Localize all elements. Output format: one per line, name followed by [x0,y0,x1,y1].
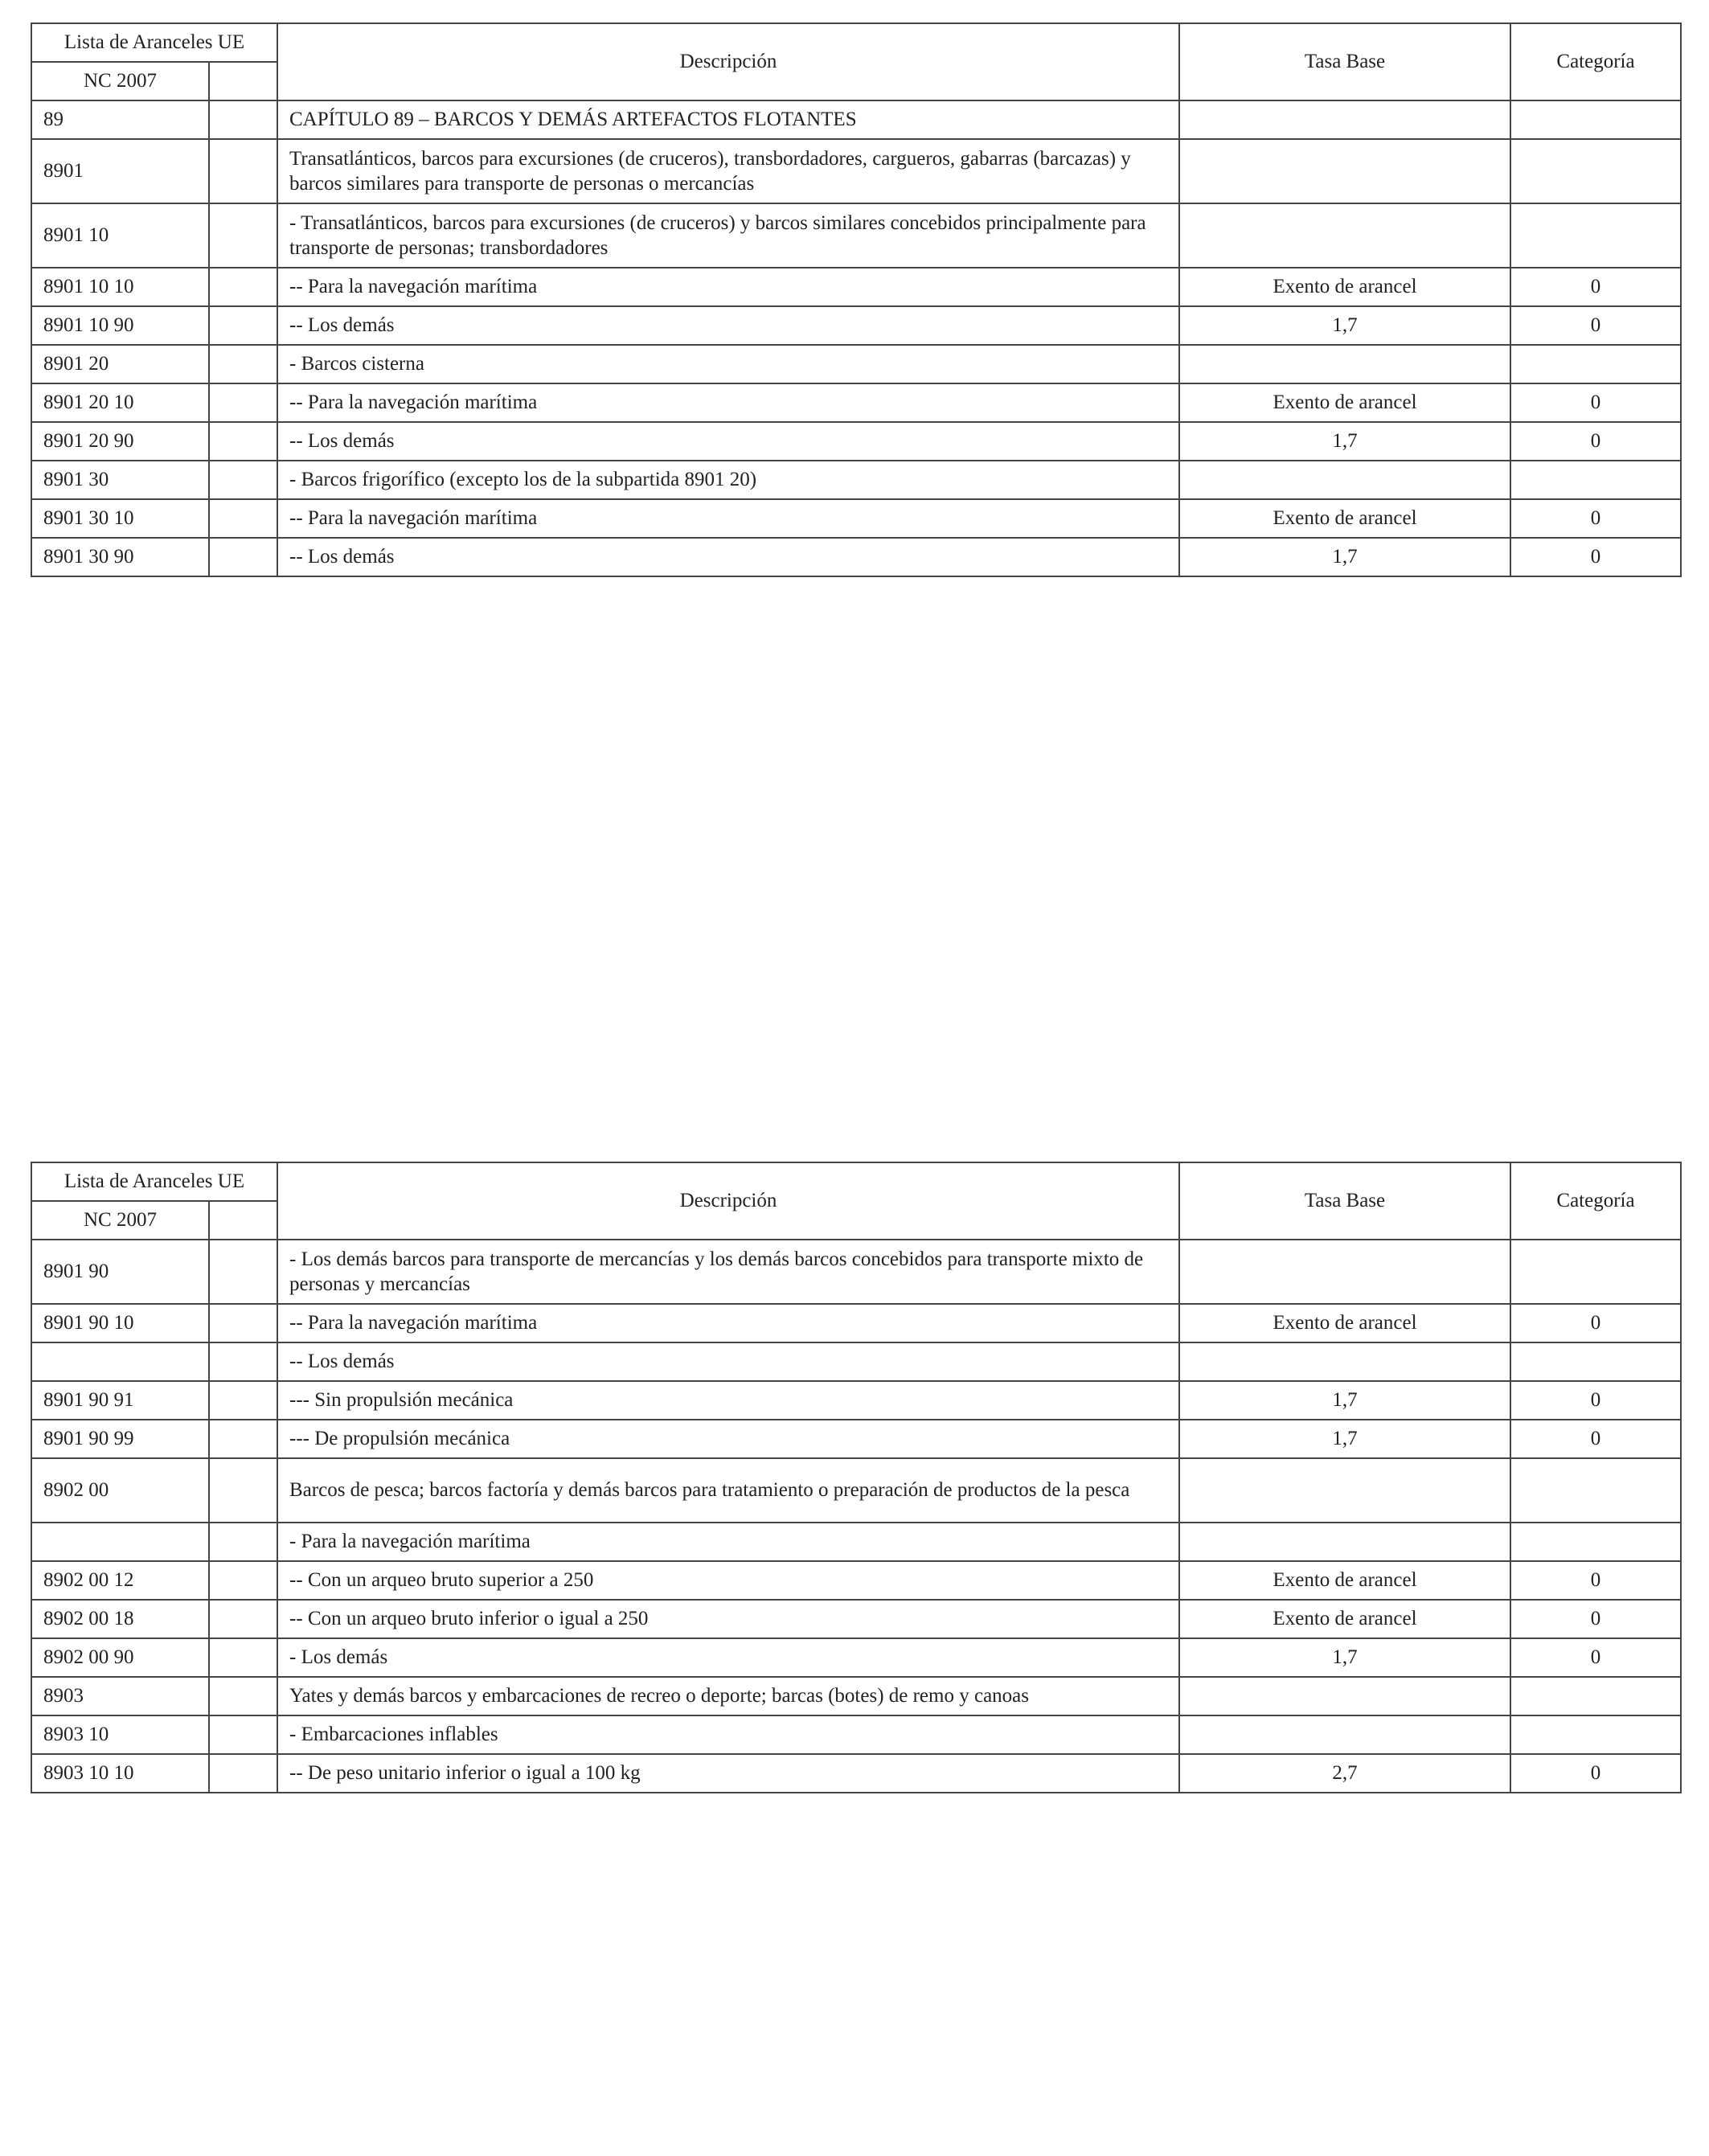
table-row [31,538,1681,576]
blank-cell [209,538,277,576]
tasa-base: Exento de arancel [1179,499,1510,538]
header-categoria: Categoría [1510,23,1681,100]
table-row [31,499,1681,538]
header-nc: NC 2007 [31,62,209,100]
tasa-base [1179,1715,1510,1754]
blank-cell [209,1638,277,1677]
blank-cell [209,1420,277,1458]
description: Barcos de pesca; barcos factoría y demás barcos para tratamiento o preparación de productos de la pesca [277,1458,1179,1523]
table-row [31,1342,1681,1381]
nc-code: 89 [31,100,209,139]
table-row [31,1381,1681,1420]
description: - Para la navegación marítima [277,1523,1179,1561]
tasa-base: 1,7 [1179,1381,1510,1420]
tasa-base [1179,1240,1510,1304]
blank-cell [209,345,277,383]
nc-code: 8903 10 10 [31,1754,209,1793]
table-row [31,1677,1681,1715]
blank-cell [209,1677,277,1715]
table-row [31,1561,1681,1600]
nc-code: 8901 20 90 [31,422,209,461]
tasa-base: Exento de arancel [1179,1304,1510,1342]
categoria: 0 [1510,1381,1681,1420]
categoria [1510,1677,1681,1715]
nc-code: 8901 10 10 [31,268,209,306]
description: CAPÍTULO 89 – BARCOS Y DEMÁS ARTEFACTOS FLOTANTES [277,100,1179,139]
nc-code: 8901 20 10 [31,383,209,422]
tasa-base: 1,7 [1179,422,1510,461]
nc-code: 8901 [31,139,209,203]
blank-cell [209,422,277,461]
description: -- Para la navegación marítima [277,1304,1179,1342]
nc-code: 8901 90 [31,1240,209,1304]
tasa-base [1179,1523,1510,1561]
description: -- De peso unitario inferior o igual a 100 kg [277,1754,1179,1793]
nc-code: 8901 90 10 [31,1304,209,1342]
table-row [31,1458,1681,1523]
categoria [1510,1240,1681,1304]
categoria: 0 [1510,268,1681,306]
description: - Embarcaciones inflables [277,1715,1179,1754]
nc-code: 8902 00 18 [31,1600,209,1638]
header-lista: Lista de Aranceles UE [31,23,277,62]
nc-code: 8902 00 [31,1458,209,1523]
header-tasa-base: Tasa Base [1179,23,1510,100]
blank-cell [209,499,277,538]
blank-cell [209,1715,277,1754]
tasa-base [1179,345,1510,383]
table-row [31,203,1681,268]
blank-cell [209,1342,277,1381]
categoria [1510,1523,1681,1561]
tasa-base [1179,203,1510,268]
nc-code: 8901 30 90 [31,538,209,576]
categoria: 0 [1510,1638,1681,1677]
categoria [1510,1715,1681,1754]
table-row [31,1420,1681,1458]
tariff-table-2 [31,1162,1682,1793]
blank-cell [209,1458,277,1523]
categoria [1510,1458,1681,1523]
nc-code: 8901 10 [31,203,209,268]
description: -- Los demás [277,1342,1179,1381]
tasa-base: Exento de arancel [1179,1561,1510,1600]
header-categoria: Categoría [1510,1162,1681,1240]
table-row [31,306,1681,345]
nc-code: 8903 10 [31,1715,209,1754]
header-descripcion: Descripción [277,23,1179,100]
categoria: 0 [1510,1600,1681,1638]
description: -- Los demás [277,306,1179,345]
tasa-base [1179,100,1510,139]
categoria: 0 [1510,538,1681,576]
header-descripcion: Descripción [277,1162,1179,1240]
nc-code: 8902 00 90 [31,1638,209,1677]
table-row [31,268,1681,306]
header-blank-cell [209,62,277,100]
table-row [31,1600,1681,1638]
description: -- Con un arqueo bruto superior a 250 [277,1561,1179,1600]
categoria: 0 [1510,1561,1681,1600]
tasa-base [1179,1677,1510,1715]
table-row [31,1240,1681,1304]
description: - Los demás [277,1638,1179,1677]
categoria [1510,139,1681,203]
header-lista: Lista de Aranceles UE [31,1162,277,1201]
categoria [1510,1342,1681,1381]
blank-cell [209,1561,277,1600]
header-blank-cell [209,1201,277,1240]
nc-code: 8901 90 99 [31,1420,209,1458]
categoria: 0 [1510,1420,1681,1458]
tasa-base: 1,7 [1179,306,1510,345]
blank-cell [209,268,277,306]
blank-cell [209,1240,277,1304]
table-row [31,422,1681,461]
tasa-base: 1,7 [1179,1420,1510,1458]
header-tasa-base: Tasa Base [1179,1162,1510,1240]
categoria [1510,100,1681,139]
table-row [31,100,1681,139]
blank-cell [209,1304,277,1342]
blank-cell [209,461,277,499]
description: - Barcos frigorífico (excepto los de la subpartida 8901 20) [277,461,1179,499]
categoria: 0 [1510,499,1681,538]
tariff-table-1 [31,23,1682,577]
tasa-base [1179,1342,1510,1381]
description: -- Con un arqueo bruto inferior o igual a 250 [277,1600,1179,1638]
description: --- Sin propulsión mecánica [277,1381,1179,1420]
tasa-base [1179,139,1510,203]
description: - Transatlánticos, barcos para excursiones (de cruceros) y barcos similares concebidos principalmente para transporte de personas; transbordadores [277,203,1179,268]
description: -- Los demás [277,422,1179,461]
blank-cell [209,1754,277,1793]
blank-cell [209,139,277,203]
tasa-base: Exento de arancel [1179,1600,1510,1638]
categoria [1510,345,1681,383]
categoria [1510,461,1681,499]
blank-cell [209,203,277,268]
tasa-base: 2,7 [1179,1754,1510,1793]
blank-cell [209,1381,277,1420]
blank-cell [209,100,277,139]
tasa-base [1179,461,1510,499]
description: Transatlánticos, barcos para excursiones (de cruceros), transbordadores, cargueros, gabarras (barcazas) y barcos similares para transporte de personas o mercancías [277,139,1179,203]
nc-code: 8901 30 10 [31,499,209,538]
table-row [31,1715,1681,1754]
categoria [1510,203,1681,268]
table-row [31,461,1681,499]
table-row [31,383,1681,422]
description: -- Los demás [277,538,1179,576]
description: -- Para la navegación marítima [277,383,1179,422]
nc-code: 8901 20 [31,345,209,383]
description: - Barcos cisterna [277,345,1179,383]
nc-code: 8901 90 91 [31,1381,209,1420]
description: -- Para la navegación marítima [277,268,1179,306]
categoria: 0 [1510,383,1681,422]
categoria: 0 [1510,422,1681,461]
description: Yates y demás barcos y embarcaciones de recreo o deporte; barcas (botes) de remo y canoas [277,1677,1179,1715]
table-row [31,1523,1681,1561]
blank-cell [209,1600,277,1638]
nc-code: 8903 [31,1677,209,1715]
nc-code [31,1342,209,1381]
blank-cell [209,383,277,422]
description: -- Para la navegación marítima [277,499,1179,538]
blank-cell [209,306,277,345]
nc-code: 8902 00 12 [31,1561,209,1600]
tasa-base: Exento de arancel [1179,383,1510,422]
description: --- De propulsión mecánica [277,1420,1179,1458]
table-row [31,139,1681,203]
nc-code [31,1523,209,1561]
header-nc: NC 2007 [31,1201,209,1240]
blank-cell [209,1523,277,1561]
tasa-base: 1,7 [1179,538,1510,576]
table-row [31,1754,1681,1793]
tasa-base: 1,7 [1179,1638,1510,1677]
categoria: 0 [1510,306,1681,345]
tasa-base: Exento de arancel [1179,268,1510,306]
nc-code: 8901 30 [31,461,209,499]
nc-code: 8901 10 90 [31,306,209,345]
description: - Los demás barcos para transporte de mercancías y los demás barcos concebidos para transporte mixto de personas y mercancías [277,1240,1179,1304]
table-row [31,345,1681,383]
table-row [31,1304,1681,1342]
tasa-base [1179,1458,1510,1523]
table-row [31,1638,1681,1677]
categoria: 0 [1510,1304,1681,1342]
categoria: 0 [1510,1754,1681,1793]
